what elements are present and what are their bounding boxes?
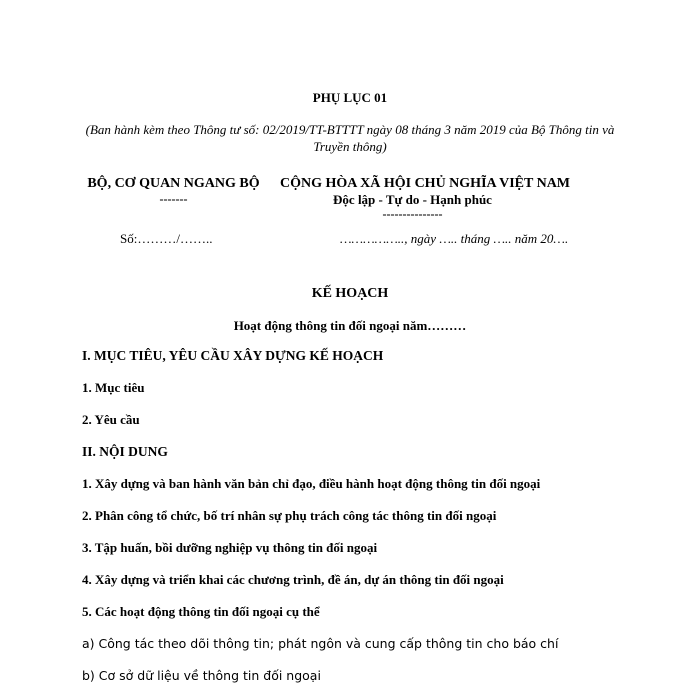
item-training: 3. Tập huấn, bồi dưỡng nghiệp vụ thông tin đối ngoại — [82, 540, 378, 555]
subitem-monitoring: a) Công tác theo dõi thông tin; phát ngôn và cung cấp thông tin cho báo chí — [82, 636, 559, 651]
agency-underline: ------- — [159, 192, 188, 206]
plan-subtitle: Hoạt động thông tin đối ngoại năm……… — [233, 318, 467, 333]
section-heading-objectives: I. MỤC TIÊU, YÊU CẦU XÂY DỰNG KẾ HOẠCH — [82, 348, 384, 363]
item-staffing: 2. Phân công tổ chức, bố trí nhân sự phụ trách công tác thông tin đối ngoại — [82, 508, 497, 523]
item-objectives: 1. Mục tiêu — [82, 380, 145, 395]
subitem-database: b) Cơ sở dữ liệu về thông tin đối ngoại — [82, 668, 321, 683]
item-requirements: 2. Yêu cầu — [82, 412, 140, 427]
document-date: …………….., ngày ….. tháng ….. năm 20…. — [340, 231, 569, 246]
section-heading-content: II. NỘI DUNG — [82, 444, 168, 459]
item-specific-activities: 5. Các hoạt động thông tin đối ngoại cụ thể — [82, 604, 320, 619]
national-motto: Độc lập - Tự do - Hạnh phúc — [333, 192, 492, 207]
issued-note: (Ban hành kèm theo Thông tư số: 02/2019/TT-BTTTT ngày 08 tháng 3 năm 2019 của Bộ Thông tin và Truyền thông) — [85, 122, 615, 154]
agency-name: BỘ, CƠ QUAN NGANG BỘ — [87, 176, 260, 191]
document-number: Số:………/…….. — [120, 231, 213, 246]
item-directive-documents: 1. Xây dựng và ban hành văn bản chỉ đạo, điều hành hoạt động thông tin đối ngoại — [82, 476, 541, 491]
plan-title: KẾ HOẠCH — [311, 286, 389, 301]
appendix-title: PHỤ LỤC 01 — [312, 90, 388, 105]
item-programs: 4. Xây dựng và triển khai các chương trình, đề án, dự án thông tin đối ngoại — [82, 572, 504, 587]
motto-underline: --------------- — [382, 207, 443, 221]
republic-name: CỘNG HÒA XÃ HỘI CHỦ NGHĨA VIỆT NAM — [280, 176, 571, 191]
